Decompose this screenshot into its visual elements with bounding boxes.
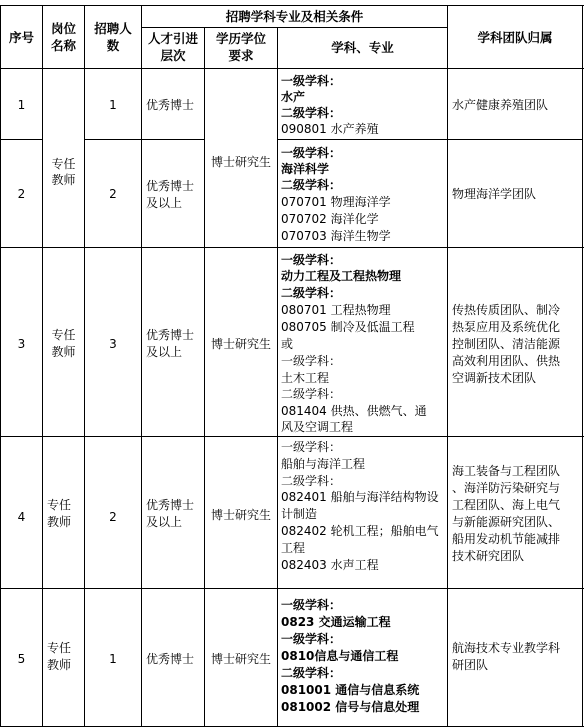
row5-seq: 5 (17, 652, 26, 666)
row3-disc-line: 风及空调工程 (281, 420, 354, 434)
row3-team-line: 热泵应用及系统优化 (452, 320, 561, 334)
row4-team-line: 船用发动机节能减排 (452, 532, 561, 546)
row1-team: 水产健康养殖团队 (452, 98, 549, 112)
header-position-line2: 名称 (50, 38, 76, 53)
row5-position-line1: 专任 (47, 641, 72, 655)
header-discipline: 学科、专业 (331, 40, 394, 55)
row3-disc-line: 一级学科： (281, 253, 342, 267)
row4-disc-line: 工程 (281, 541, 306, 555)
header-team: 学科团队归属 (477, 30, 553, 45)
header-seq: 序号 (8, 30, 34, 45)
row4-seq: 4 (17, 510, 26, 524)
header-group-title: 招聘学科专业及相关条件 (225, 9, 364, 24)
row5-disc-line: 一级学科： (281, 632, 342, 646)
degree-rows12: 博士研究生 (210, 155, 271, 169)
row4-team-line: 工程团队、海上电气 (452, 498, 561, 512)
row2-disc-line: 070701 物理海洋学 (281, 195, 391, 209)
row4-count: 2 (109, 510, 117, 524)
row2-seq: 2 (17, 187, 26, 201)
row2-team: 物理海洋学团队 (452, 187, 537, 201)
row3-level-line1: 优秀博士 (146, 328, 195, 342)
row4-disc-line: 二级学科： (281, 474, 342, 488)
row4-disc-line: 082401 船舶与海洋结构物设 (281, 490, 439, 504)
row1-level: 优秀博士 (146, 98, 195, 112)
row5-disc-line: 一级学科： (281, 598, 342, 612)
row5-team-line: 航海技术专业教学科 (452, 641, 561, 655)
row4-position-line2: 教师 (47, 515, 72, 529)
row5-position-line2: 教师 (47, 658, 72, 672)
header-count-line1: 招聘人 (94, 21, 132, 36)
header-degree-line2: 要求 (228, 48, 254, 63)
row3-team-line: 空调新技术团队 (452, 371, 537, 385)
position-rows12-line2: 教师 (51, 173, 76, 187)
row1-disc-line: 水产 (281, 90, 306, 104)
row1-disc-line: 一级学科： (281, 74, 342, 88)
row4-position-line1: 专任 (47, 498, 72, 512)
row1-disc-line: 090801 水产养殖 (281, 122, 379, 136)
row3-disc-line: 一级学科： (281, 354, 342, 368)
row2-level-line2: 及以上 (146, 196, 183, 210)
table-border-right (582, 5, 583, 727)
row3-degree: 博士研究生 (210, 337, 271, 351)
row2-disc-line: 070703 海洋生物学 (281, 229, 391, 243)
row4-disc-line: 一级学科： (281, 440, 342, 454)
row4-level-line2: 及以上 (146, 515, 183, 529)
row4-disc-line: 082403 水声工程 (281, 558, 379, 572)
row3-disc-line: 动力工程及工程热物理 (281, 269, 402, 283)
row3-disc-line: 080701 工程热物理 (281, 303, 391, 317)
row3-disc-line: 土木工程 (281, 371, 330, 385)
row3-disc-line: 二级学科： (281, 286, 342, 300)
row5-disc-line: 081002 信号与信息处理 (281, 700, 420, 714)
header-count-line2: 数 (106, 38, 120, 53)
row3-team-line: 高效利用团队、供热 (452, 354, 561, 368)
row4-team-line: 、海洋防污染研究与 (452, 481, 561, 495)
row3-seq: 3 (17, 337, 26, 351)
row2-disc-line: 070702 海洋化学 (281, 212, 379, 226)
header-position-line1: 岗位 (50, 21, 76, 36)
row2-disc-line: 一级学科： (281, 146, 342, 160)
row1-count: 1 (109, 98, 117, 112)
row3-disc-line: 二级学科： (281, 387, 342, 401)
row1-seq: 1 (17, 98, 26, 112)
row1-disc-line: 二级学科： (281, 106, 342, 120)
row5-disc-line: 二级学科： (281, 666, 342, 680)
row4-level-line1: 优秀博士 (146, 498, 195, 512)
row4-degree: 博士研究生 (210, 508, 271, 522)
row2-level-line1: 优秀博士 (146, 179, 195, 193)
header-degree-line1: 学历学位 (215, 31, 266, 46)
header-talent-level-line1: 人才引进 (147, 31, 198, 46)
row4-team-line: 与新能源研究团队、 (452, 515, 561, 529)
row3-team-line: 传热传质团队、制冷 (452, 303, 561, 317)
row3-position-line2: 教师 (51, 345, 76, 359)
row3-level-line2: 及以上 (146, 345, 183, 359)
table-border-top (0, 5, 584, 6)
row3-disc-line: 081404 供热、供燃气、通 (281, 404, 427, 418)
row5-team-line: 研团队 (452, 658, 489, 672)
header-talent-level-line2: 层次 (160, 48, 186, 63)
row3-disc-line: 080705 制冷及低温工程 (281, 320, 415, 334)
row5-count: 1 (109, 652, 117, 666)
row2-disc-line: 海洋科学 (281, 162, 330, 176)
row4-disc-line: 计制造 (281, 507, 318, 521)
row5-level: 优秀博士 (146, 652, 195, 666)
row5-disc-line: 0823 交通运输工程 (281, 615, 391, 629)
row4-team-line: 技术研究团队 (452, 549, 525, 563)
row4-team-line: 海工装备与工程团队 (452, 464, 561, 478)
position-rows12-line1: 专任 (51, 157, 76, 171)
row3-team-line: 控制团队、清洁能源 (452, 337, 561, 351)
row3-position-line1: 专任 (51, 328, 76, 342)
row4-disc-line: 船舶与海洋工程 (281, 457, 366, 471)
row2-count: 2 (109, 187, 117, 201)
row5-disc-line: 081001 通信与信息系统 (281, 683, 420, 697)
row3-count: 3 (109, 337, 117, 351)
row3-disc-line: 或 (281, 337, 294, 351)
table-border-left (0, 5, 1, 727)
row2-disc-line: 二级学科： (281, 178, 342, 192)
row4-disc-line: 082402 轮机工程；船舶电气 (281, 524, 439, 538)
row5-disc-line: 0810信息与通信工程 (281, 649, 399, 663)
row5-degree: 博士研究生 (210, 652, 271, 666)
